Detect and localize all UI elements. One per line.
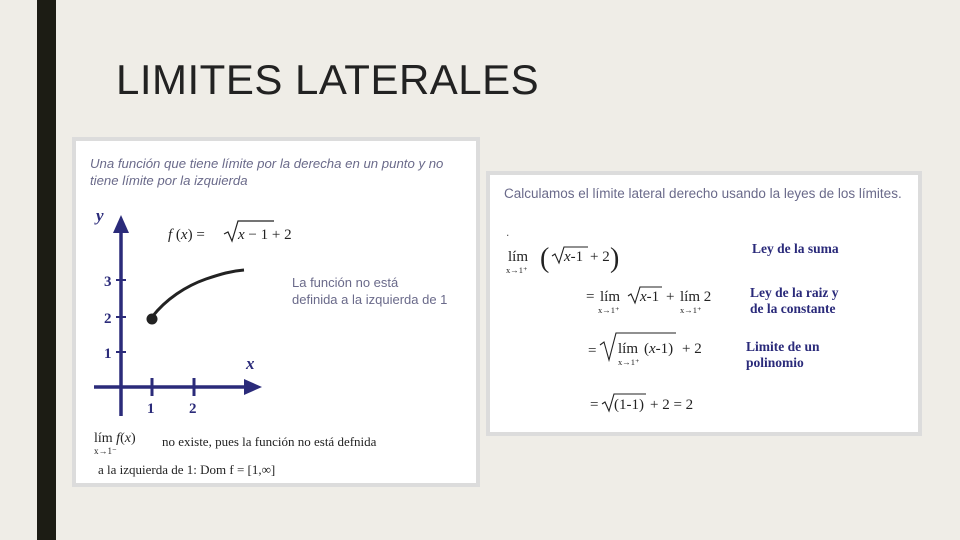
step2-lim1: lím bbox=[600, 289, 621, 305]
radicand: x − 1 + 2 bbox=[238, 227, 292, 243]
x-axis-arrow bbox=[244, 379, 262, 395]
graph-note bbox=[292, 274, 472, 308]
x-tick-label-2: 2 bbox=[189, 401, 197, 417]
y-tick-label-2: 2 bbox=[104, 311, 112, 327]
limit-laws-image-panel bbox=[486, 171, 922, 436]
note-line-1: La función no está bbox=[292, 275, 399, 290]
step1-lim: lím bbox=[508, 249, 529, 265]
left-lim-text: lím f(x) bbox=[94, 431, 136, 446]
law-root-line2: de la constante bbox=[750, 301, 836, 316]
step1-plus2: + 2 bbox=[590, 249, 610, 265]
step3-eq: = bbox=[588, 343, 597, 359]
law-root-constant-label bbox=[750, 285, 838, 317]
slide-title: LIMITES LATERALES bbox=[116, 56, 540, 103]
lim-statement: no existe, pues la función no está defnida bbox=[162, 434, 377, 449]
function-label: f (x) = bbox=[168, 227, 205, 243]
step3-lim: lím bbox=[618, 341, 639, 357]
law-poly-line2: polinomio bbox=[746, 355, 804, 370]
step2-radicand: x-1 bbox=[640, 289, 660, 305]
x-axis-label: x bbox=[246, 354, 255, 373]
limit-derivation bbox=[490, 175, 918, 432]
step3-paren: (x-1) bbox=[644, 341, 674, 357]
y-tick-label-1: 1 bbox=[104, 346, 112, 362]
step2-eq: = bbox=[586, 289, 595, 305]
function-graph bbox=[76, 141, 476, 483]
step1-radicand: x-1 bbox=[564, 249, 584, 265]
y-axis-label: y bbox=[96, 206, 104, 225]
step1-paren-close: ) bbox=[610, 243, 620, 274]
step4-eq: = bbox=[590, 397, 599, 413]
step4-result: + 2 = 2 bbox=[650, 397, 694, 413]
start-point bbox=[147, 314, 158, 325]
function-curve bbox=[152, 270, 244, 317]
step2-lim2: lím 2 bbox=[680, 289, 712, 305]
stray-dot: . bbox=[506, 225, 510, 239]
step2-sub1: x→1⁺ bbox=[598, 305, 620, 315]
limit-intro: Calculamos el límite lateral derecho usando la leyes de los límites. bbox=[504, 186, 902, 201]
note-line-2: definida a la izquierda de 1 bbox=[292, 292, 448, 307]
law-sum-label: Ley de la suma bbox=[752, 241, 839, 256]
domain-statement: a la izquierda de 1: Dom f = [1,∞] bbox=[98, 462, 276, 477]
graph-image-panel bbox=[72, 137, 480, 487]
x-tick-label-1: 1 bbox=[147, 401, 155, 417]
left-accent-bar bbox=[37, 0, 56, 540]
step2-sub2: x→1⁺ bbox=[680, 305, 702, 315]
law-poly-line1: Limite de un bbox=[746, 339, 820, 354]
step1-paren-open: ( bbox=[540, 243, 550, 274]
step3-sub: x→1⁺ bbox=[618, 357, 640, 367]
y-axis-arrow bbox=[113, 215, 129, 233]
step1-sub: x→1⁺ bbox=[506, 265, 528, 275]
left-lim-sub: x→1⁻ bbox=[94, 446, 117, 456]
law-root-line1: Ley de la raiz y bbox=[750, 285, 839, 300]
step2-plus: + bbox=[666, 289, 675, 305]
law-polynomial-label bbox=[746, 339, 820, 371]
graph-caption: Una función que tiene límite por la derecha en un punto y no tiene límite por la izquierda bbox=[90, 156, 444, 188]
step4-radicand: (1-1) bbox=[614, 397, 644, 413]
y-tick-label-3: 3 bbox=[104, 274, 112, 290]
step3-plus2: + 2 bbox=[682, 341, 702, 357]
